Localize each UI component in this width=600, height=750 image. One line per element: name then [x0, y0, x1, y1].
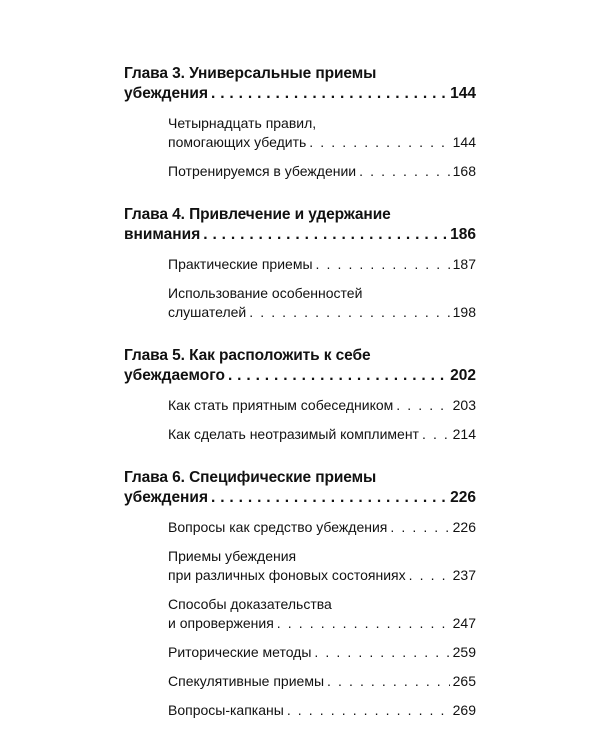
section-title: Риторические методы [168, 644, 312, 660]
chapter-title-line [124, 84, 476, 104]
section-title-end: при различных фоновых состояниях [168, 567, 406, 583]
toc-chapter-6 [124, 468, 476, 720]
toc-chapter-3 [124, 64, 476, 181]
section-title: Вопросы-капканы [168, 702, 284, 718]
chapter-title-end: убеждения [124, 489, 208, 506]
section-page-number: 259 [452, 644, 476, 660]
section-title-line [168, 518, 476, 537]
dot-leader [211, 84, 447, 104]
chapter-page-number: 226 [450, 489, 476, 506]
dot-leader [409, 566, 450, 585]
section-title: Как сделать неотразимый комплимент [168, 426, 419, 442]
toc-section [168, 701, 476, 720]
toc-section [168, 284, 476, 322]
table-of-contents [124, 64, 476, 730]
toc-chapter-4 [124, 205, 476, 322]
chapter-title-line [124, 366, 476, 386]
toc-section [168, 547, 476, 585]
section-page-number: 237 [452, 567, 476, 583]
section-title-line [168, 303, 476, 322]
toc-section [168, 595, 476, 633]
section-title: Потренируемся в убеждении [168, 163, 357, 179]
section-title-line [168, 133, 476, 152]
chapter-page-number: 202 [450, 367, 476, 384]
chapter-title: Глава 4. Привлечение и удержание [124, 206, 391, 223]
section-page-number: 187 [452, 256, 476, 272]
chapter-title-line [124, 488, 476, 508]
section-title: Способы доказательства [168, 596, 332, 612]
toc-section [168, 114, 476, 152]
dot-leader [203, 225, 447, 245]
chapter-title-line [124, 225, 476, 245]
section-title-line [168, 396, 476, 415]
section-page-number: 203 [452, 397, 476, 413]
section-page-number: 198 [452, 304, 476, 320]
section-title-line [168, 643, 476, 662]
toc-section [168, 425, 476, 444]
section-title-end: слушателей [168, 304, 247, 320]
chapter-page-number: 144 [450, 85, 476, 102]
section-page-number: 226 [452, 519, 476, 535]
section-title-line [168, 614, 476, 633]
dot-leader [359, 162, 450, 181]
section-title: Приемы убеждения [168, 548, 297, 564]
chapter-title-end: внимания [124, 226, 201, 243]
dot-leader [396, 396, 449, 415]
section-page-number: 214 [452, 426, 476, 442]
section-page-number: 265 [452, 673, 476, 689]
dot-leader [314, 643, 449, 662]
dot-leader [316, 255, 450, 274]
section-title: Как стать приятным собеседником [168, 397, 394, 413]
section-title: Спекулятивные приемы [168, 673, 325, 689]
section-list [124, 255, 476, 322]
section-page-number: 247 [452, 615, 476, 631]
chapter-title: Глава 6. Специфические приемы [124, 469, 377, 486]
section-title-line [168, 255, 476, 274]
section-list [124, 396, 476, 444]
toc-section [168, 672, 476, 691]
chapter-title-end: убеждаемого [124, 367, 225, 384]
toc-section [168, 162, 476, 181]
dot-leader [422, 425, 450, 444]
toc-section [168, 643, 476, 662]
chapter-title: Глава 5. Как расположить к себе [124, 347, 371, 364]
chapter-title-end: убеждения [124, 85, 208, 102]
dot-leader [211, 488, 447, 508]
chapter-title: Глава 3. Универсальные приемы [124, 65, 377, 82]
section-title: Использование особенностей [168, 285, 363, 301]
section-title: Вопросы как средство убеждения [168, 519, 388, 535]
dot-leader [277, 614, 450, 633]
section-title-end: и опровержения [168, 615, 274, 631]
dot-leader [327, 672, 450, 691]
section-title-line [168, 701, 476, 720]
dot-leader [287, 701, 450, 720]
chapter-page-number: 186 [450, 226, 476, 243]
toc-chapter-5 [124, 346, 476, 444]
section-title: Практические приемы [168, 256, 313, 272]
dot-leader [228, 366, 447, 386]
section-title-line [168, 162, 476, 181]
toc-section [168, 255, 476, 274]
dot-leader [249, 303, 449, 322]
section-list [124, 114, 476, 181]
section-page-number: 144 [452, 134, 476, 150]
section-title-line [168, 566, 476, 585]
dot-leader [390, 518, 449, 537]
section-title-end: помогающих убедить [168, 134, 307, 150]
section-title-line [168, 425, 476, 444]
dot-leader [309, 133, 449, 152]
toc-section [168, 518, 476, 537]
section-page-number: 168 [452, 163, 476, 179]
section-list [124, 518, 476, 720]
section-page-number: 269 [452, 702, 476, 718]
section-title: Четырнадцать правил, [168, 115, 317, 131]
section-title-line [168, 672, 476, 691]
toc-section [168, 396, 476, 415]
